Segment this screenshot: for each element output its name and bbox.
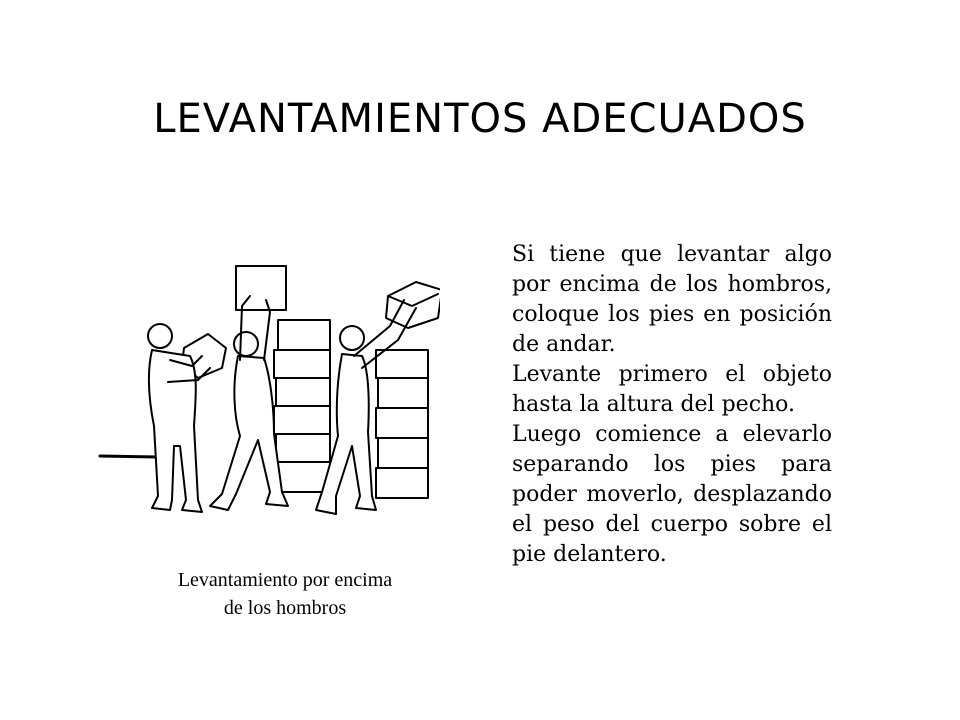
instructions-text — [512, 240, 832, 570]
illustration-caption — [140, 566, 430, 622]
instruction-paragraph-1: Si tiene que levantar algo por encima de los hombros, coloque los pies en posición de andar. — [512, 242, 832, 357]
caption-line-1: Levantamiento por encima — [177, 569, 393, 591]
workers-lifting-boxes-illustration — [98, 256, 440, 530]
instruction-paragraph-2: Levante primero el objeto hasta la altura del pecho. — [512, 362, 832, 417]
instruction-paragraph-3: Luego comience a elevarlo separando los pies para poder moverlo, desplazando el peso del cuerpo sobre el pie delantero. — [512, 422, 832, 567]
slide-title: LEVANTAMIENTOS ADECUADOS — [153, 96, 807, 142]
caption-line-2: de los hombros — [223, 597, 347, 619]
